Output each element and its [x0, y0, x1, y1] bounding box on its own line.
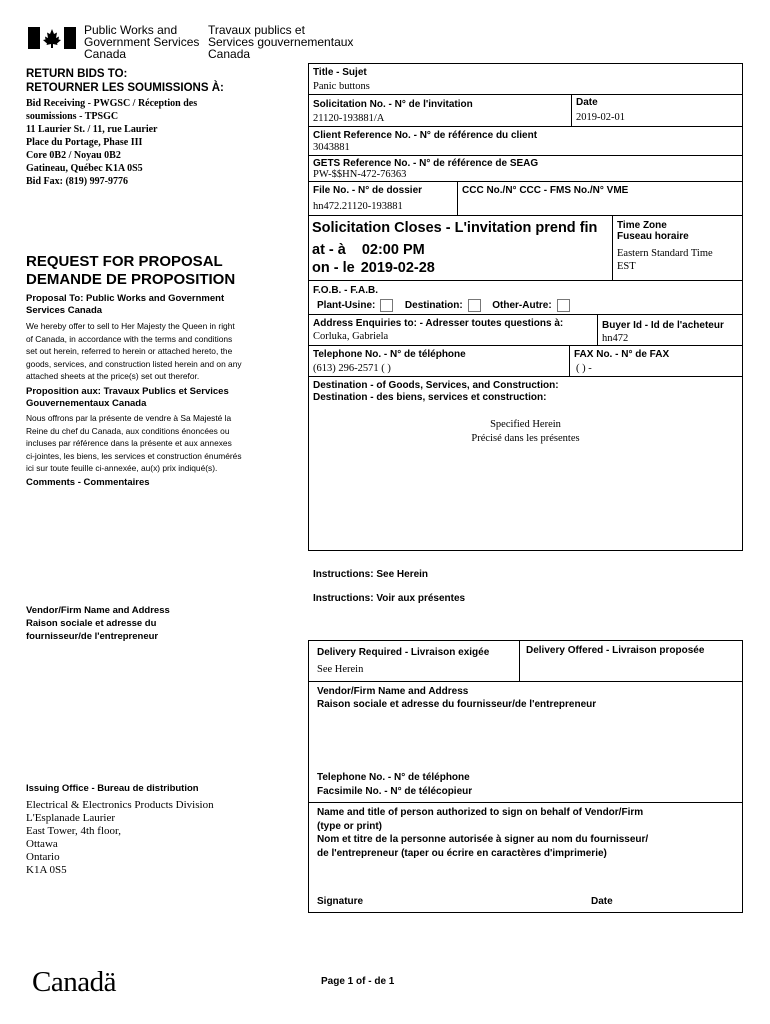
- destination-label-en: Destination - of Goods, Services, and Construction:: [313, 380, 559, 391]
- return-bids-line: soumissions - TPSGC: [26, 111, 119, 122]
- time-zone-abbr: EST: [617, 261, 636, 272]
- issuing-line: Ontario: [26, 851, 60, 863]
- closing-time-value: 02:00 PM: [361, 242, 425, 258]
- return-bids-line: Bid Receiving - PWGSC / Réception des: [26, 98, 198, 109]
- destination-checkbox-label: Destination:: [404, 300, 463, 312]
- return-bids-title-en: RETURN BIDS TO:: [26, 68, 128, 80]
- authorized-person-label-4: de l'entrepreneur (taper ou écrire en caractères d'imprimerie): [317, 847, 607, 859]
- comments-label: Comments - Commentaires: [26, 477, 150, 488]
- date-value: 2019-02-01: [576, 112, 625, 123]
- canada-flag-icon: [28, 27, 76, 49]
- closing-date-value: 2019-02-28: [360, 260, 435, 276]
- buyer-id-value: hn472: [602, 333, 629, 344]
- dept-name-fr-2: Services gouvernementaux: [208, 35, 354, 49]
- fax-label: FAX No. - N° de FAX: [574, 349, 670, 360]
- closes-at-label: at - à: [312, 242, 346, 258]
- file-no-value: hn472.21120-193881: [313, 201, 403, 212]
- dept-name-fr-1: Travaux publics et: [208, 23, 305, 37]
- return-bids-line: Gatineau, Québec K1A 0S5: [26, 163, 143, 174]
- time-zone-label-fr: Fuseau horaire: [617, 231, 689, 242]
- return-bids-line: Place du Portage, Phase III: [26, 137, 143, 148]
- destination-checkbox[interactable]: [468, 299, 481, 312]
- delivery-required-value: See Herein: [317, 664, 364, 675]
- buyer-id-label: Buyer Id - Id de l'acheteur: [602, 320, 724, 331]
- proposition-aux-label-2: Gouvernementaux Canada: [26, 398, 147, 409]
- delivery-offered-label: Delivery Offered - Livraison proposée: [526, 645, 705, 656]
- page-number: Page 1 of - de 1: [321, 976, 395, 987]
- authorized-person-label-1: Name and title of person authorized to sign on behalf of Vendor/Firm: [317, 807, 644, 818]
- vendor-name-label-fr: Raison sociale et adresse du fournisseur/de l'entrepreneur: [317, 699, 597, 710]
- telephone-value: (613) 296-2571 ( ): [313, 363, 391, 374]
- issuing-line: K1A 0S5: [26, 864, 67, 876]
- issuing-line: Ottawa: [26, 838, 58, 850]
- offer-line: attached sheets at the price(s) set out therefor.: [26, 371, 200, 382]
- destination-value-fr: Précisé dans les présentes: [471, 433, 580, 444]
- gets-ref-label: GETS Reference No. - N° de référence de SEAG: [313, 158, 539, 169]
- return-bids-line: Core 0B2 / Noyau 0B2: [26, 150, 121, 161]
- dept-name-fr-3: Canada: [208, 47, 251, 61]
- fax-value: ( ) -: [576, 363, 592, 374]
- client-ref-label: Client Reference No. - N° de référence du client: [313, 130, 538, 141]
- proposition-aux-label: Proposition aux: Travaux Publics et Services: [26, 386, 229, 397]
- offer-line: goods, services, and construction listed herein and on any: [26, 358, 242, 369]
- return-bids-address: [26, 97, 197, 188]
- proposal-to-label: Proposal To: Public Works and Government: [26, 293, 225, 304]
- solicitation-closes-label: Solicitation Closes - L'invitation prend fin: [312, 220, 598, 236]
- offer-line: of Canada, in accordance with the terms and conditions: [26, 333, 233, 344]
- title-value: Panic buttons: [313, 81, 370, 92]
- time-zone-value: Eastern Standard Time: [617, 248, 713, 259]
- address-enquiries-value: Corluka, Gabriela: [313, 331, 389, 342]
- date-label: Date: [576, 97, 598, 108]
- solicitation-no-value: 21120-193881/A: [313, 113, 385, 124]
- return-bids-line: 11 Laurier St. / 11, rue Laurier: [26, 124, 158, 135]
- other-checkbox[interactable]: [557, 299, 570, 312]
- canada-wordmark: Canadä: [32, 966, 116, 998]
- dept-name-en-1: Public Works and: [84, 23, 178, 37]
- fob-label: F.O.B. - F.A.B.: [313, 285, 378, 296]
- offer-line: set out herein, referred to herein or attached hereto, the: [26, 346, 233, 357]
- solicitation-no-label: Solicitation No. - N° de l'invitation: [313, 99, 473, 110]
- offer-line: We hereby offer to sell to Her Majesty the Queen in right: [26, 321, 235, 331]
- telephone-label: Telephone No. - N° de téléphone: [313, 349, 466, 360]
- authorized-person-label-3: Nom et titre de la personne autorisée à signer au nom du fournisseur/: [317, 834, 649, 846]
- offer-text-en: [26, 320, 242, 383]
- bid-fax: Bid Fax: (819) 997-9776: [26, 176, 128, 187]
- issuing-line: East Tower, 4th floor,: [26, 825, 121, 837]
- dept-name-en-3: Canada: [84, 47, 127, 61]
- rfp-title-en: REQUEST FOR PROPOSAL: [26, 253, 223, 270]
- offer-line-fr: Reine du chef du Canada, aux conditions énoncées ou: [26, 425, 230, 436]
- vendor-facsimile-label: Facsimile No. - N° de télécopieur: [317, 786, 473, 797]
- other-label: Other-Autre:: [492, 300, 552, 312]
- issuing-line: L'Esplanade Laurier: [26, 812, 116, 824]
- file-no-label: File No. - N° de dossier: [313, 185, 423, 196]
- signature-label: Signature: [317, 896, 364, 907]
- vendor-left-label-1: Vendor/Firm Name and Address: [26, 605, 170, 616]
- offer-line-fr: Nous offrons par la présente de vendre à Sa Majesté la: [26, 413, 232, 423]
- rfp-title-fr: DEMANDE DE PROPOSITION: [26, 271, 236, 288]
- proposal-to-label-2: Services Canada: [26, 305, 103, 316]
- closes-on-label: on - le: [312, 260, 355, 276]
- destination-value-en: Specified Herein: [490, 419, 561, 430]
- destination-label-fr: Destination - des biens, services et construction:: [313, 392, 547, 403]
- vendor-telephone-label: Telephone No. - N° de téléphone: [317, 772, 470, 783]
- signature-date-label: Date: [591, 896, 613, 907]
- plant-label: Plant-Usine:: [317, 300, 376, 312]
- ccc-no-label: CCC No./N° CCC - FMS No./N° VME: [462, 185, 629, 196]
- issuing-office-label: Issuing Office - Bureau de distribution: [26, 783, 199, 794]
- offer-line-fr: ici sur toute feuille ci-annexée, au(x) prix indiqué(s).: [26, 463, 218, 474]
- dept-name-en-2: Government Services: [84, 35, 200, 49]
- vendor-left-label-3: fournisseur/de l'entrepreneur: [26, 631, 159, 642]
- plant-checkbox[interactable]: [380, 299, 393, 312]
- vendor-name-label: Vendor/Firm Name and Address: [317, 686, 469, 697]
- authorized-person-label-2: (type or print): [317, 820, 382, 832]
- return-bids-title-fr: RETOURNER LES SOUMISSIONS À:: [26, 82, 224, 94]
- offer-text-fr: [26, 412, 242, 475]
- client-ref-value: 3043881: [313, 142, 350, 153]
- title-label: Title - Sujet: [313, 67, 367, 78]
- time-zone-label: Time Zone: [617, 220, 667, 231]
- address-enquiries-label: Address Enquiries to: - Adresser toutes questions à:: [313, 318, 564, 329]
- issuing-line: Electrical & Electronics Products Division: [26, 799, 214, 811]
- gets-ref-value: PW-$$HN-472-76363: [313, 169, 407, 180]
- issuing-office-address: [26, 799, 214, 877]
- instructions-en: Instructions: See Herein: [313, 569, 429, 580]
- instructions-fr: Instructions: Voir aux présentes: [313, 593, 466, 604]
- vendor-left-label-2: Raison sociale et adresse du: [26, 618, 157, 629]
- delivery-required-label: Delivery Required - Livraison exigée: [317, 647, 490, 658]
- offer-line-fr: incluses par référence dans la présente et aux annexes: [26, 438, 232, 449]
- offer-line-fr: ci-jointes, les biens, les services et construction énumérés: [26, 450, 242, 461]
